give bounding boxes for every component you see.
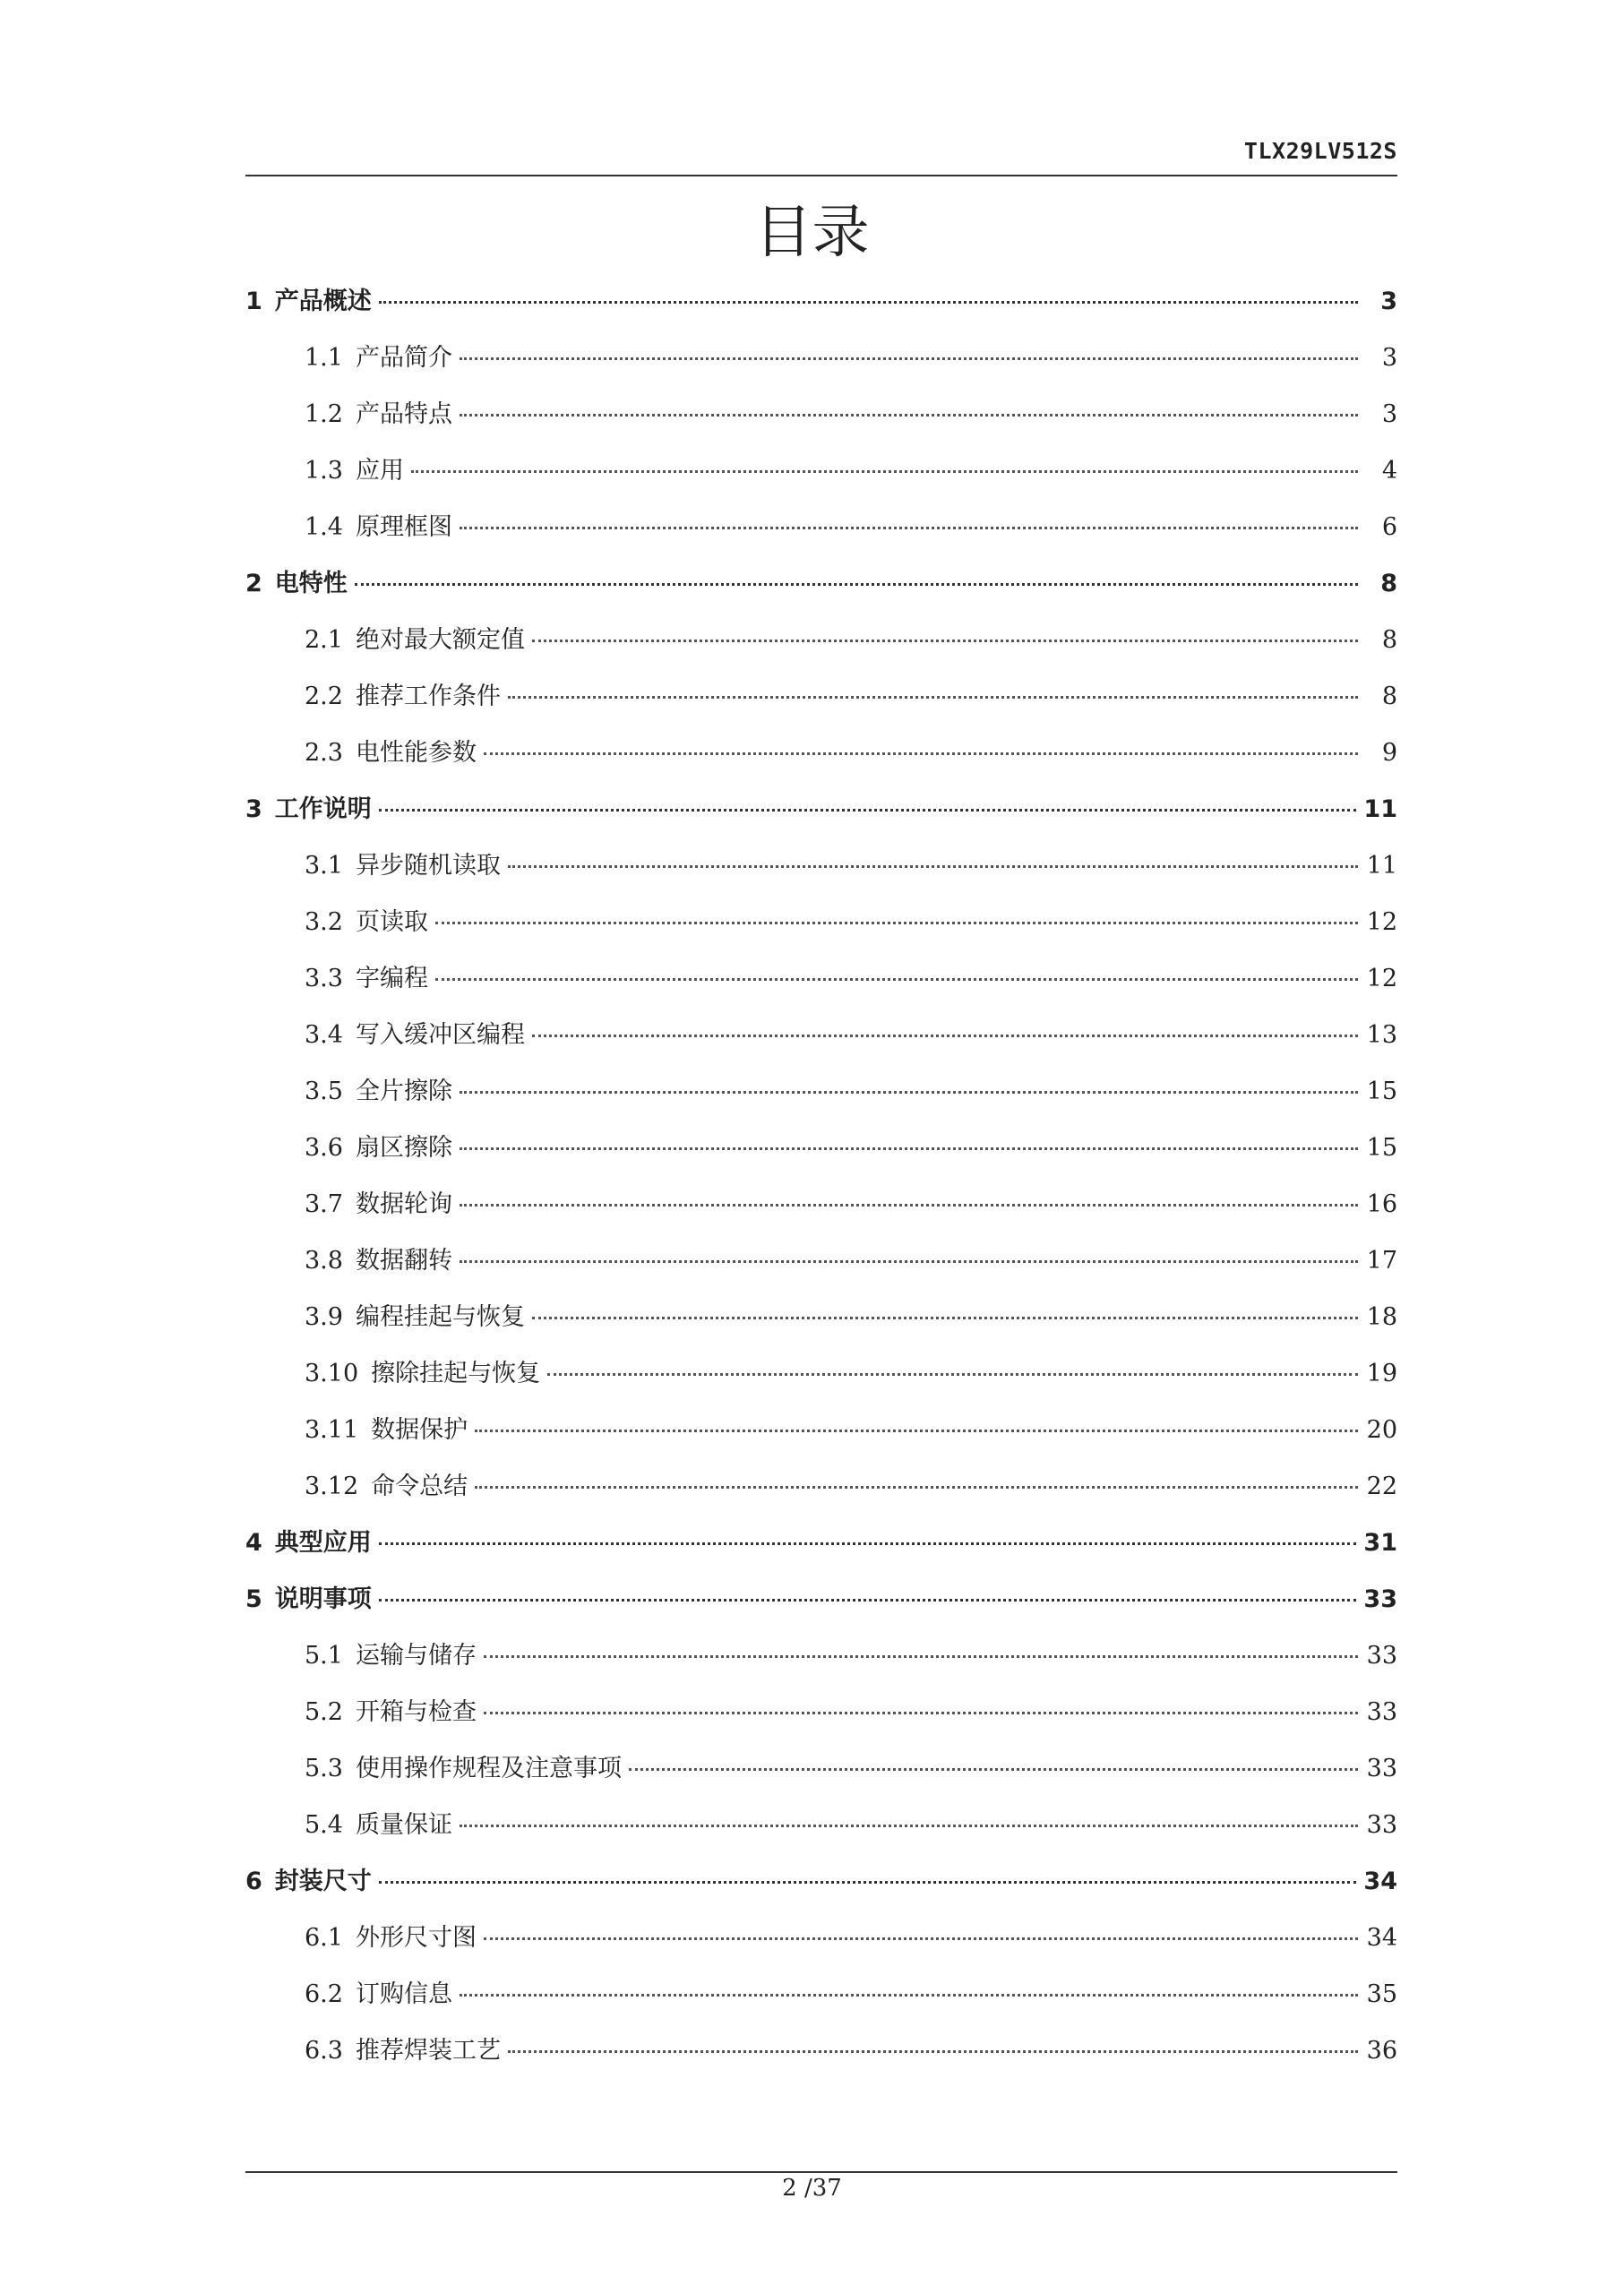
toc-entry-number: 3 xyxy=(245,795,262,823)
toc-dot-leader xyxy=(460,527,1358,529)
toc-entry-label: 订购信息 xyxy=(355,1980,452,2008)
toc-dot-leader xyxy=(411,470,1358,473)
toc-entry-number: 3.12 xyxy=(305,1473,359,1500)
toc-entry-heading xyxy=(245,1515,372,1571)
toc-entry-page: 34 xyxy=(1366,1924,1397,1952)
toc-section-entry[interactable] xyxy=(245,1910,1397,1966)
toc-entry-page: 16 xyxy=(1366,1190,1397,1218)
toc-entry-label: 外形尺寸图 xyxy=(355,1924,477,1952)
toc-entry-page: 12 xyxy=(1366,965,1397,992)
page-number: 2 /37 xyxy=(782,2175,842,2202)
toc-entry-label: 原理框图 xyxy=(355,513,452,541)
toc-entry-heading xyxy=(305,1232,452,1289)
toc-entry-page: 22 xyxy=(1366,1473,1397,1500)
toc-dot-leader xyxy=(355,583,1358,586)
toc-section-entry[interactable] xyxy=(245,1232,1397,1289)
toc-entry-heading xyxy=(305,894,428,950)
toc-entry-page: 15 xyxy=(1366,1078,1397,1105)
toc-dot-leader xyxy=(379,1881,1357,1884)
toc-entry-label: 数据保护 xyxy=(371,1416,468,1444)
toc-chapter-entry[interactable] xyxy=(245,781,1397,837)
toc-entry-page: 4 xyxy=(1381,457,1397,485)
toc-entry-label: 应用 xyxy=(355,457,404,485)
toc-entry-heading xyxy=(305,1740,622,1797)
toc-section-entry[interactable] xyxy=(245,1402,1397,1458)
toc-section-entry[interactable] xyxy=(245,1797,1397,1853)
toc-entry-number: 3.4 xyxy=(305,1021,343,1049)
toc-entry-heading xyxy=(305,668,501,725)
toc-entry-heading xyxy=(245,781,372,837)
toc-dot-leader xyxy=(547,1373,1358,1376)
toc-section-entry[interactable] xyxy=(245,725,1397,781)
toc-title: 目录 xyxy=(754,200,870,266)
page-footer xyxy=(245,2171,1397,2173)
toc-entry-label: 工作说明 xyxy=(274,795,372,823)
toc-section-entry[interactable] xyxy=(245,837,1397,894)
toc-dot-leader xyxy=(475,1486,1358,1489)
toc-entry-page: 8 xyxy=(1381,683,1397,710)
toc-entry-heading xyxy=(305,442,404,499)
toc-entry-label: 异步随机读取 xyxy=(355,852,501,880)
toc-entry-page: 8 xyxy=(1381,626,1397,654)
toc-entry-label: 产品简介 xyxy=(355,344,452,372)
toc-entry-heading xyxy=(305,1966,452,2022)
toc-entry-page: 33 xyxy=(1366,1811,1397,1839)
toc-dot-leader xyxy=(435,978,1358,981)
toc-entry-number: 5.2 xyxy=(305,1698,343,1726)
toc-dot-leader xyxy=(508,2050,1358,2053)
toc-entry-label: 推荐工作条件 xyxy=(355,683,501,710)
toc-entry-number: 3.6 xyxy=(305,1134,343,1162)
toc-entry-page: 3 xyxy=(1380,288,1397,315)
toc-entry-number: 3.5 xyxy=(305,1078,343,1105)
toc-entry-label: 运输与储存 xyxy=(355,1642,477,1670)
toc-entry-heading xyxy=(305,1120,452,1176)
toc-entry-heading xyxy=(305,330,452,386)
toc-entry-number: 3.10 xyxy=(305,1360,359,1387)
toc-section-entry[interactable] xyxy=(245,442,1397,499)
toc-entry-number: 2.2 xyxy=(305,683,343,710)
toc-entry-heading xyxy=(305,950,428,1007)
toc-entry-page: 3 xyxy=(1381,400,1397,428)
toc-entry-number: 1.1 xyxy=(305,344,343,372)
toc-entry-label: 数据翻转 xyxy=(355,1247,452,1275)
toc-entry-number: 3.1 xyxy=(305,852,343,880)
toc-dot-leader xyxy=(475,1430,1358,1432)
toc-entry-heading xyxy=(305,1007,525,1063)
toc-dot-leader xyxy=(532,640,1358,642)
toc-section-entry[interactable] xyxy=(245,1289,1397,1345)
toc-entry-label: 推荐焊装工艺 xyxy=(355,2037,501,2065)
toc-section-entry[interactable] xyxy=(245,612,1397,668)
toc-section-entry[interactable] xyxy=(245,1740,1397,1797)
toc-entry-heading xyxy=(305,837,501,894)
toc-entry-number: 1.2 xyxy=(305,400,343,428)
toc-entry-number: 2.3 xyxy=(305,739,343,767)
toc-entry-number: 4 xyxy=(245,1529,262,1557)
toc-dot-leader xyxy=(460,1091,1358,1094)
toc-entry-heading xyxy=(245,555,348,612)
toc-entry-number: 1.4 xyxy=(305,513,343,541)
toc-chapter-entry[interactable] xyxy=(245,1853,1397,1910)
toc-entry-heading xyxy=(305,1402,468,1458)
toc-section-entry[interactable] xyxy=(245,1007,1397,1063)
toc-entry-number: 5.1 xyxy=(305,1642,343,1670)
toc-entry-label: 产品特点 xyxy=(355,400,452,428)
toc-entry-heading xyxy=(305,2022,501,2079)
toc-entry-heading xyxy=(305,1458,468,1515)
toc-dot-leader xyxy=(532,1035,1358,1037)
toc-entry-page: 8 xyxy=(1380,570,1397,597)
toc-section-entry[interactable] xyxy=(245,1345,1397,1402)
page-header xyxy=(245,134,1397,176)
toc-section-entry[interactable] xyxy=(245,386,1397,442)
toc-entry-label: 命令总结 xyxy=(371,1473,468,1500)
toc-entry-page: 36 xyxy=(1366,2037,1397,2065)
toc-entry-heading xyxy=(305,1345,540,1402)
toc-entry-page: 13 xyxy=(1366,1021,1397,1049)
toc-entry-label: 典型应用 xyxy=(274,1529,372,1557)
toc-entry-page: 33 xyxy=(1366,1755,1397,1782)
toc-entry-label: 电性能参数 xyxy=(355,739,477,767)
toc-entry-number: 2 xyxy=(245,570,262,597)
toc-dot-leader xyxy=(460,1147,1358,1150)
toc-entry-page: 34 xyxy=(1363,1868,1397,1895)
toc-section-entry[interactable] xyxy=(245,1120,1397,1176)
toc-entry-label: 开箱与检查 xyxy=(355,1698,477,1726)
toc-entry-number: 3.8 xyxy=(305,1247,343,1275)
toc-entry-label: 数据轮询 xyxy=(355,1190,452,1218)
toc-entry-number: 5 xyxy=(245,1585,262,1613)
toc-entry-number: 6 xyxy=(245,1868,262,1895)
toc-entry-label: 绝对最大额定值 xyxy=(355,626,525,654)
toc-entry-number: 1.3 xyxy=(305,457,343,485)
toc-entry-page: 17 xyxy=(1366,1247,1397,1275)
toc-entry-number: 5.4 xyxy=(305,1811,343,1839)
toc-section-entry[interactable] xyxy=(245,894,1397,950)
toc-dot-leader xyxy=(460,1260,1358,1263)
document-code: TLX29LV512S xyxy=(1243,138,1397,164)
toc-entry-label: 使用操作规程及注意事项 xyxy=(355,1755,622,1782)
toc-chapter-entry[interactable] xyxy=(245,1515,1397,1571)
toc-dot-leader xyxy=(484,752,1358,755)
toc-dot-leader xyxy=(508,865,1358,868)
toc-entry-page: 3 xyxy=(1381,344,1397,372)
toc-dot-leader xyxy=(460,1204,1358,1207)
toc-dot-leader xyxy=(484,1712,1358,1714)
toc-dot-leader xyxy=(484,1655,1358,1658)
toc-entry-number: 6.1 xyxy=(305,1924,343,1952)
toc-entry-label: 电特性 xyxy=(274,570,348,597)
toc-entry-label: 质量保证 xyxy=(355,1811,452,1839)
toc-entry-label: 说明事项 xyxy=(274,1585,372,1613)
toc-dot-leader xyxy=(460,357,1358,360)
toc-entry-label: 产品概述 xyxy=(274,288,372,315)
toc-entry-number: 2.1 xyxy=(305,626,343,654)
toc-entry-number: 3.9 xyxy=(305,1303,343,1331)
toc-entry-heading xyxy=(305,1797,452,1853)
toc-section-entry[interactable] xyxy=(245,668,1397,725)
toc-dot-leader xyxy=(379,301,1358,304)
toc-entry-number: 6.2 xyxy=(305,1980,343,2008)
toc-entry-page: 33 xyxy=(1366,1698,1397,1726)
toc-entry-number: 3.11 xyxy=(305,1416,359,1444)
toc-entry-heading xyxy=(245,1571,372,1627)
toc-entry-label: 字编程 xyxy=(355,965,428,992)
toc-dot-leader xyxy=(379,1599,1357,1602)
toc-entry-number: 3.2 xyxy=(305,908,343,936)
toc-entry-label: 扇区擦除 xyxy=(355,1134,452,1162)
toc-entry-number: 1 xyxy=(245,288,262,315)
toc-section-entry[interactable] xyxy=(245,1176,1397,1232)
toc-entry-heading xyxy=(305,1063,452,1120)
toc-entry-label: 编程挂起与恢复 xyxy=(355,1303,525,1331)
toc-entry-label: 封装尺寸 xyxy=(274,1868,372,1895)
toc-entry-heading xyxy=(305,1289,525,1345)
toc-entry-page: 9 xyxy=(1381,739,1397,767)
toc-chapter-entry[interactable] xyxy=(245,1571,1397,1627)
toc-entry-page: 20 xyxy=(1366,1416,1397,1444)
toc-entry-heading xyxy=(245,1853,372,1910)
toc-entry-number: 5.3 xyxy=(305,1755,343,1782)
toc-entry-heading xyxy=(305,499,452,555)
toc-section-entry[interactable] xyxy=(245,1063,1397,1120)
toc-entry-page: 33 xyxy=(1366,1642,1397,1670)
toc-entry-page: 6 xyxy=(1381,513,1397,541)
toc-entry-page: 18 xyxy=(1366,1303,1397,1331)
toc-entry-page: 33 xyxy=(1363,1585,1397,1613)
toc-entry-label: 页读取 xyxy=(355,908,428,936)
toc-entry-heading xyxy=(305,725,477,781)
toc-entry-heading xyxy=(305,1684,477,1740)
toc-entry-page: 11 xyxy=(1366,852,1397,880)
toc-entry-number: 3.7 xyxy=(305,1190,343,1218)
toc-entry-heading xyxy=(305,1176,452,1232)
toc-chapter-entry[interactable] xyxy=(245,555,1397,612)
toc-entry-label: 全片擦除 xyxy=(355,1078,452,1105)
table-of-contents xyxy=(245,273,1397,2079)
toc-dot-leader xyxy=(460,1825,1358,1827)
toc-entry-heading xyxy=(305,386,452,442)
toc-entry-heading xyxy=(305,1627,477,1684)
toc-section-entry[interactable] xyxy=(245,330,1397,386)
toc-dot-leader xyxy=(460,414,1358,417)
toc-section-entry[interactable] xyxy=(245,499,1397,555)
toc-dot-leader xyxy=(532,1317,1358,1319)
toc-dot-leader xyxy=(484,1937,1358,1940)
toc-entry-page: 11 xyxy=(1363,795,1397,823)
toc-entry-page: 19 xyxy=(1366,1360,1397,1387)
toc-dot-leader xyxy=(379,809,1357,812)
toc-dot-leader xyxy=(460,1994,1358,1997)
toc-section-entry[interactable] xyxy=(245,950,1397,1007)
toc-section-entry[interactable] xyxy=(245,1458,1397,1515)
toc-entry-label: 写入缓冲区编程 xyxy=(355,1021,525,1049)
toc-dot-leader xyxy=(435,922,1358,924)
toc-entry-page: 12 xyxy=(1366,908,1397,936)
toc-chapter-entry[interactable] xyxy=(245,273,1397,330)
toc-entry-page: 31 xyxy=(1363,1529,1397,1557)
toc-section-entry[interactable] xyxy=(245,1966,1397,2022)
toc-entry-number: 3.3 xyxy=(305,965,343,992)
toc-entry-label: 擦除挂起与恢复 xyxy=(371,1360,541,1387)
toc-entry-heading xyxy=(305,1910,477,1966)
toc-entry-page: 35 xyxy=(1366,1980,1397,2008)
toc-dot-leader xyxy=(629,1768,1358,1771)
toc-entry-heading xyxy=(245,273,372,330)
toc-dot-leader xyxy=(379,1542,1357,1545)
toc-dot-leader xyxy=(508,696,1358,699)
toc-section-entry[interactable] xyxy=(245,1684,1397,1740)
toc-entry-number: 6.3 xyxy=(305,2037,343,2065)
toc-entry-heading xyxy=(305,612,525,668)
toc-section-entry[interactable] xyxy=(245,2022,1397,2079)
toc-section-entry[interactable] xyxy=(245,1627,1397,1684)
toc-entry-page: 15 xyxy=(1366,1134,1397,1162)
